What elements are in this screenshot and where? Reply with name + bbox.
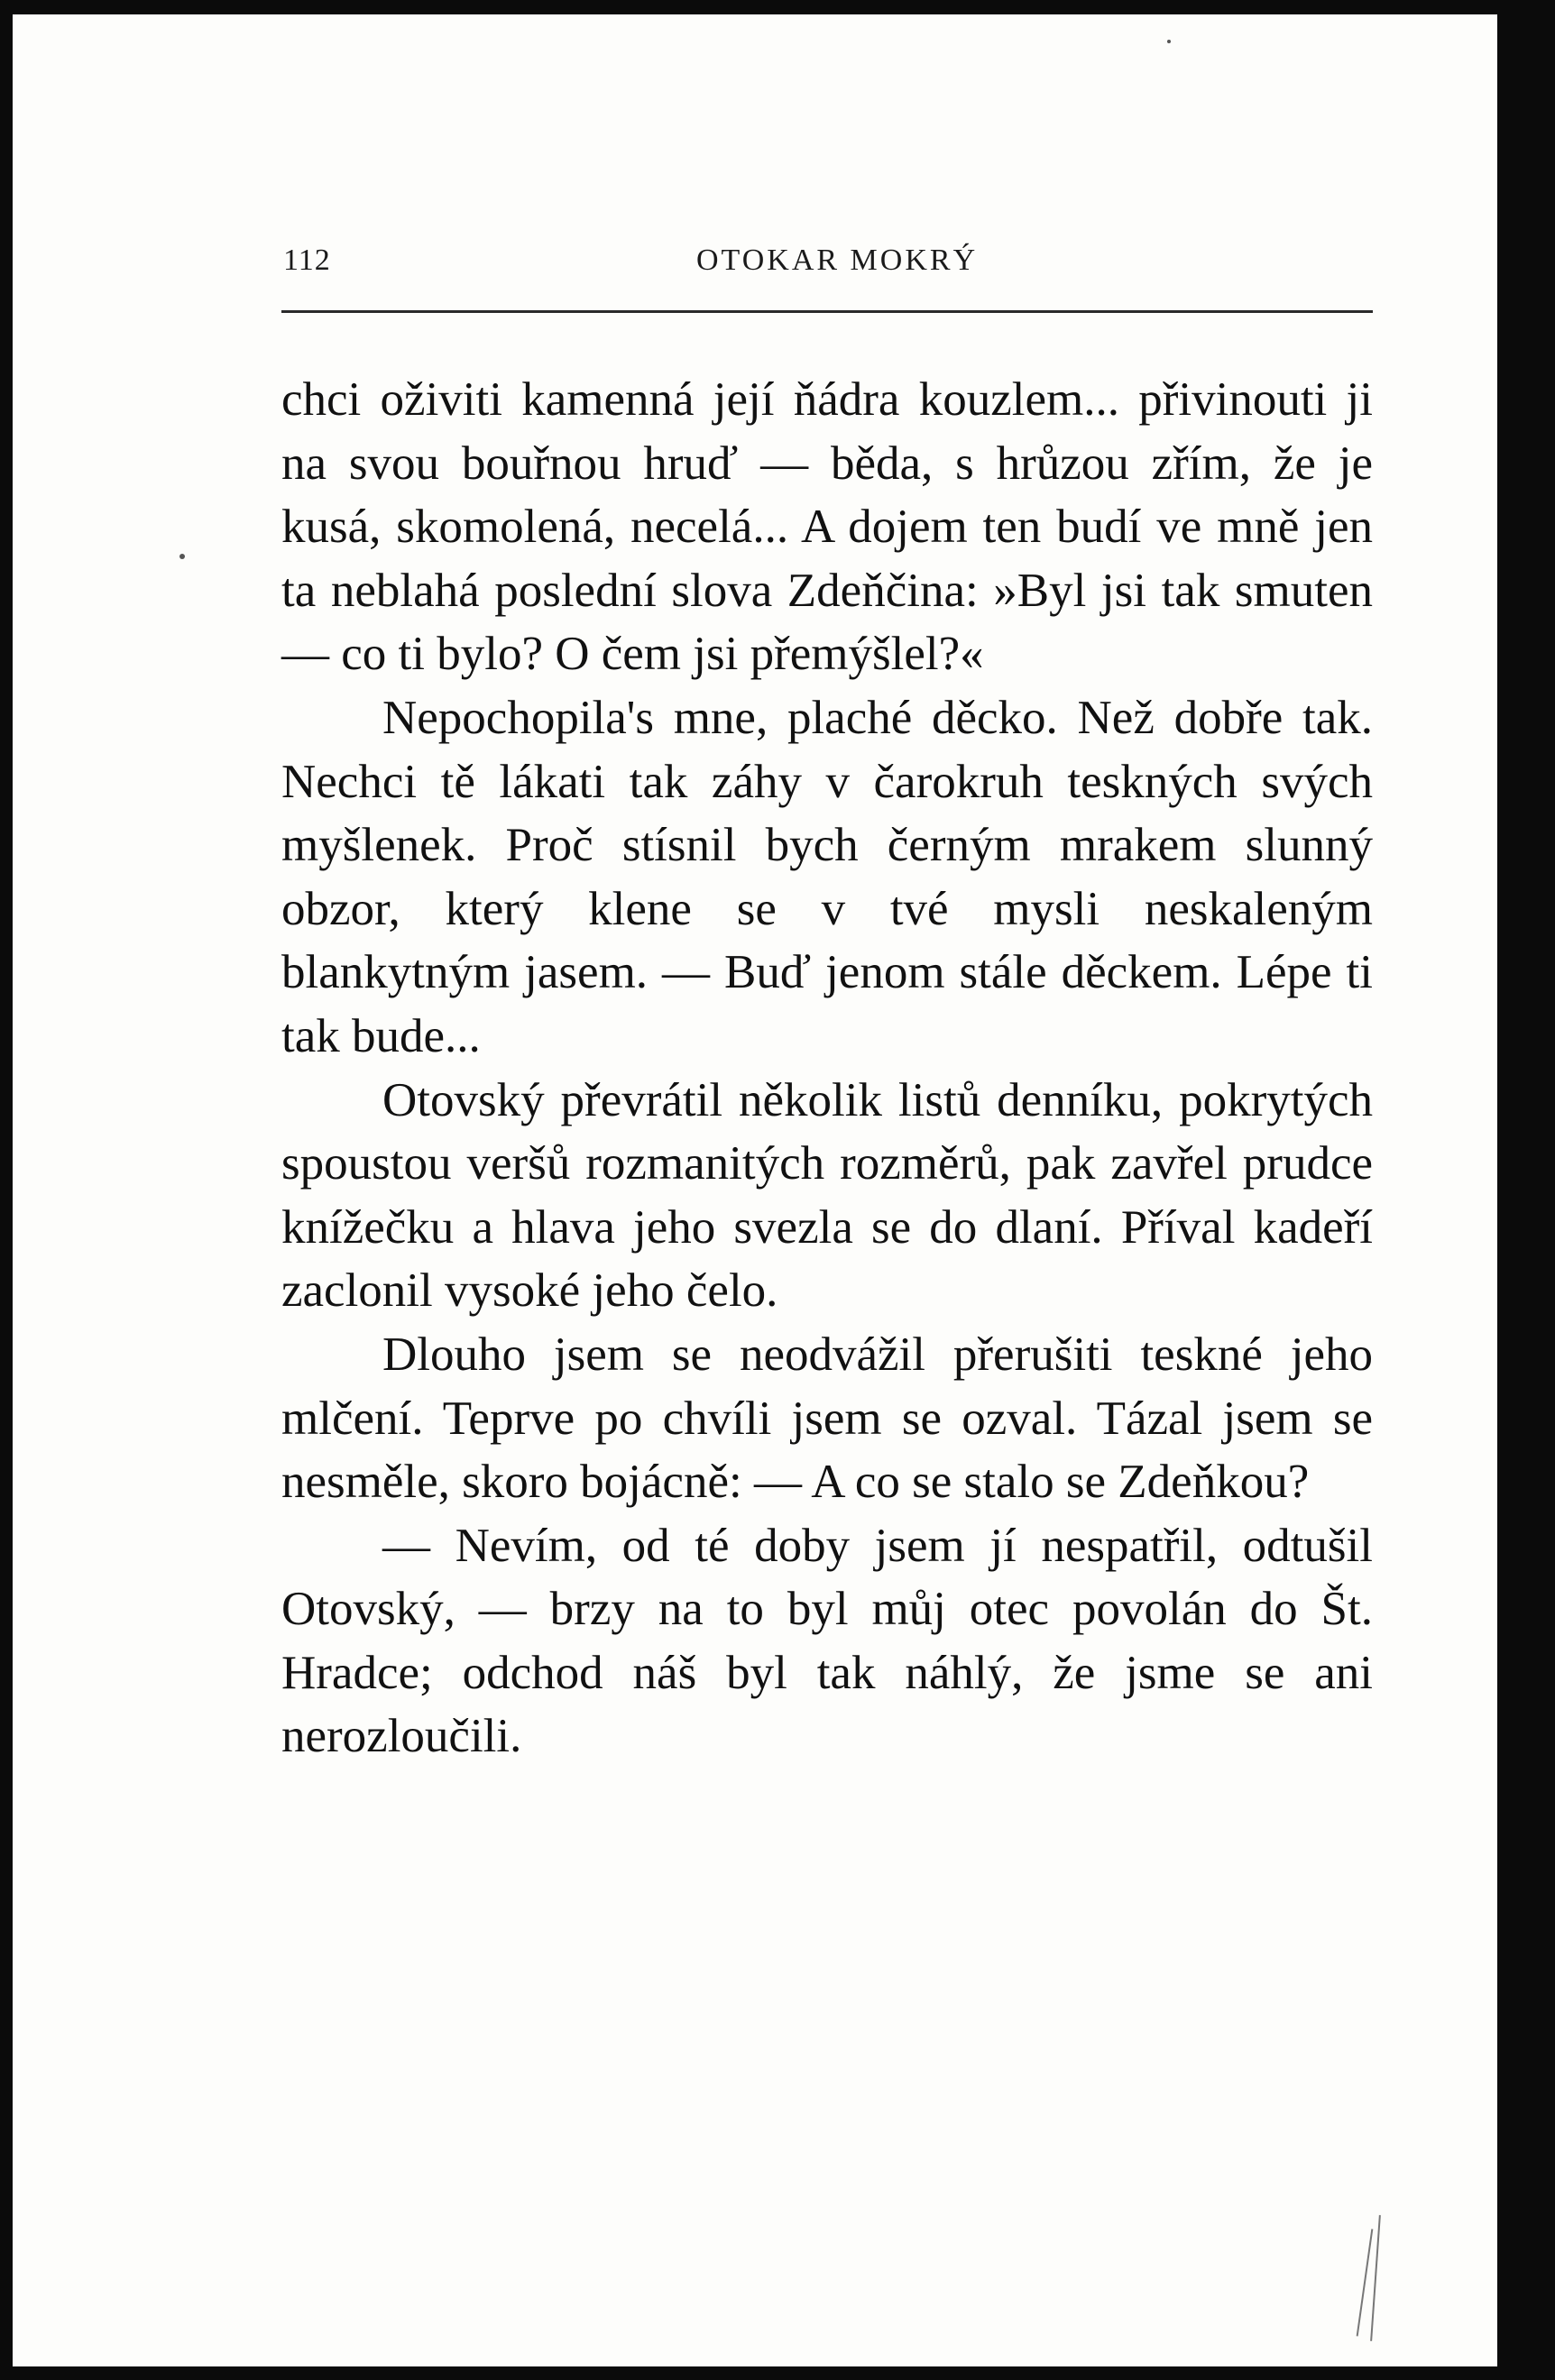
paragraph: Otovský převrátil několik listů denníku, pokrytých spoustou veršů rozmanitých rozměrů, pak zavřel prudce knížečku a hlava jeho svezla se do dlaní. Příval kadeří zaclonil vysoké jeho čelo. — [281, 1073, 1373, 1318]
dust-speck — [179, 554, 185, 559]
paragraph: chci oživiti kamenná její ňádra kouzlem... přivinouti ji na svou bouřnou hruď — běda, s hrůzou zřím, že je kusá, skomolená, necelá... A dojem ten budí ve mně jen ta neblahá poslední slova Zdeňčina: »Byl jsi tak smuten — co ti bylo? O čem jsi přemýšlel?« — [281, 373, 1373, 681]
dust-speck — [1167, 40, 1171, 43]
header-rule — [281, 310, 1373, 313]
paragraph: Nepochopila's mne, plaché děcko. Než dobře tak. Nechci tě lákati tak záhy v čarokruh teskných svých myšlenek. Proč stísnil bych černým mrakem slunný obzor, který klene se v tvé mysli neskaleným blankytným jasem. — Buď jenom stále děckem. Lépe ti tak bude... — [281, 691, 1373, 1062]
page-number: 112 — [283, 244, 331, 277]
paragraph: — Nevím, od té doby jsem jí nespatřil, odtušil Otovský, — brzy na to byl můj otec povolán do Št. Hradce; odchod náš byl tak náhlý, že jsme se ani nerozloučili. — [281, 1519, 1373, 1763]
running-head — [281, 244, 1373, 290]
page-edge-mark — [1357, 2228, 1374, 2336]
book-page — [13, 14, 1497, 2366]
page-content — [281, 244, 1373, 1763]
paragraph: Dlouho jsem se neodvážil přerušiti teskné jeho mlčení. Teprve po chvíli jsem se ozval. Tázal jsem se nesměle, skoro bojácně: — A co se stalo se Zdeňkou? — [281, 1328, 1373, 1509]
body-text — [281, 368, 1373, 1769]
running-title: OTOKAR MOKRÝ — [696, 244, 979, 277]
